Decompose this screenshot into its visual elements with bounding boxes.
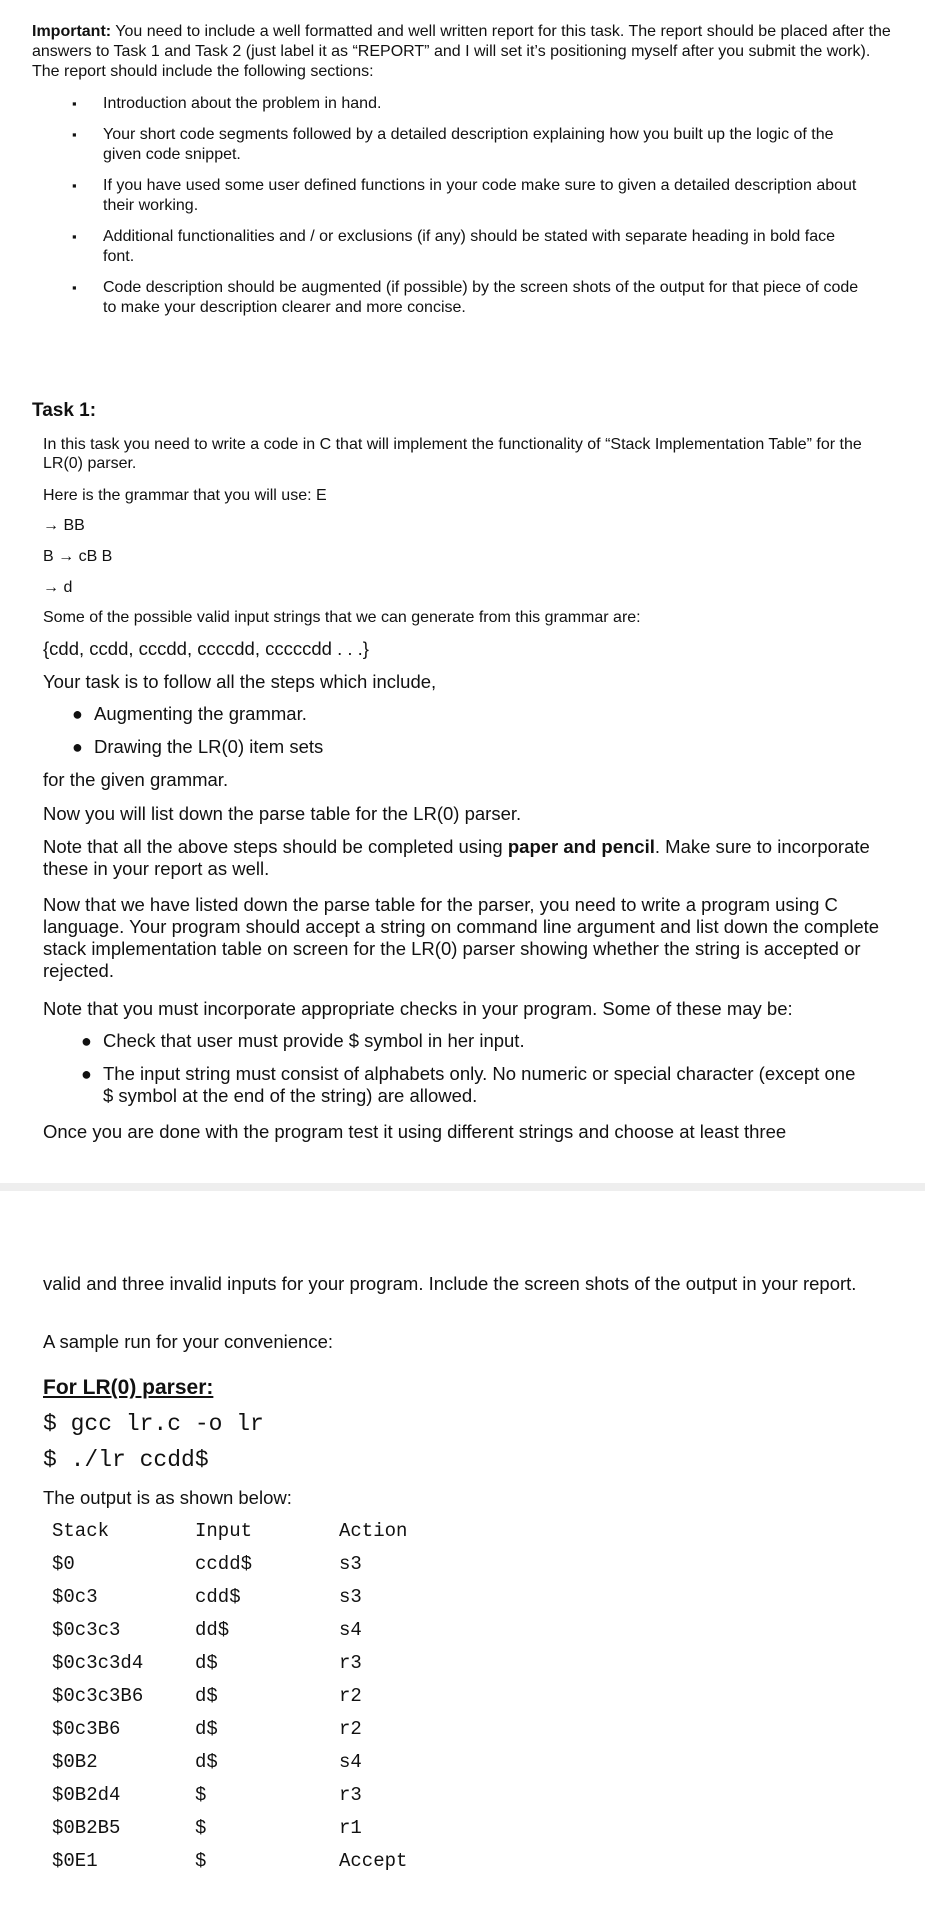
task-1-title: Task 1: [32,400,97,421]
bullet-icon: ▪ [72,178,77,193]
valid-strings-set: {cdd, ccdd, cccdd, ccccdd, cccccdd . . .} [43,638,369,659]
once-done-text: Once you are done with the program test it using different strings and choose at least three [43,1121,787,1142]
paper-pencil-note: Note that all the above steps should be completed using paper and pencil. Make sure to incorporate these in your report as well. [43,836,870,879]
bullet-icon: ▪ [72,280,77,295]
important-text: You need to include a well formatted and well written report for this task. The report should be placed after the answers to Task 1 and Task 2 (just label it as “REPORT” and I will set it’s positioning myself after you submit the work). The report should include the following sections: [32,23,891,80]
for-grammar-text: for the given grammar. [43,769,229,790]
valid-strings-intro: Some of the possible valid input strings that we can generate from this grammar are: [43,609,641,626]
parse-table-text: Now you will list down the parse table for the LR(0) parser. [43,803,522,824]
bullet-icon: ▪ [72,229,77,244]
column-header-stack: Stack [52,1520,110,1542]
list-item: ▪ Your short code segments followed by a detailed description explaining how you built up the logic of the given code snippet. [72,126,834,163]
document-page-2 [0,1191,925,1920]
lr0-parser-heading: For LR(0) parser: [43,1376,214,1399]
grammar-intro: Here is the grammar that you will use: E [43,487,327,504]
important-paragraph [32,22,892,82]
grammar-rule-3: → d [43,579,73,596]
run-command: $ ./lr ccdd$ [43,1447,209,1473]
sample-run-text: A sample run for your convenience: [43,1331,333,1352]
report-sections-list [70,94,870,329]
bullet-icon: ● [81,1064,92,1084]
list-item: ▪ If you have used some user defined functions in your code make sure to given a detailed description about their working. [72,177,857,214]
bullet-icon: ● [72,704,83,724]
compile-command: $ gcc lr.c -o lr [43,1411,264,1437]
checks-intro: Note that you must incorporate appropriate checks in your program. Some of these may be: [43,998,793,1019]
bullet-icon: ● [81,1031,92,1051]
output-intro: The output is as shown below: [43,1487,292,1508]
continued-paragraph: valid and three invalid inputs for your program. Include the screen shots of the output in your report. [43,1273,857,1294]
grammar-rule-1: → BB [43,517,85,534]
list-item: ● Check that user must provide $ symbol in her input. [81,1030,525,1051]
list-item: ▪ Code description should be augmented (if possible) by the screen shots of the output for that piece of code to make your description clearer and more concise. [72,279,859,316]
page-separator [0,1183,925,1191]
column-header-action: Action [339,1520,408,1542]
program-paragraph: Now that we have listed down the parse table for the parser, you need to write a program using C language. Your program should accept a string on command line argument and list down the complete stack implementation table on screen for the LR(0) parser showing whether the string is accepted or rejected. [43,894,880,981]
column-header-input: Input [195,1520,253,1542]
bullet-icon: ▪ [72,96,77,111]
steps-intro: Your task is to follow all the steps which include, [43,671,437,692]
list-item: ▪ Additional functionalities and / or exclusions (if any) should be stated with separate heading in bold face font. [72,228,836,265]
list-item: ● Augmenting the grammar. [72,703,307,724]
bullet-icon: ● [72,737,83,757]
list-item: ● The input string must consist of alphabets only. No numeric or special character (except one $ symbol at the end of the string) are allowed. [81,1063,856,1106]
bullet-icon: ▪ [72,127,77,142]
important-label: Important: [32,23,112,40]
list-item: ▪ Introduction about the problem in hand. [72,95,382,112]
task-1-intro: In this task you need to write a code in C that will implement the functionality of “Stack Implementation Table” for the LR(0) parser. [43,436,862,472]
grammar-rule-2: B → cB B [43,548,113,565]
list-item: ● Drawing the LR(0) item sets [72,736,324,757]
